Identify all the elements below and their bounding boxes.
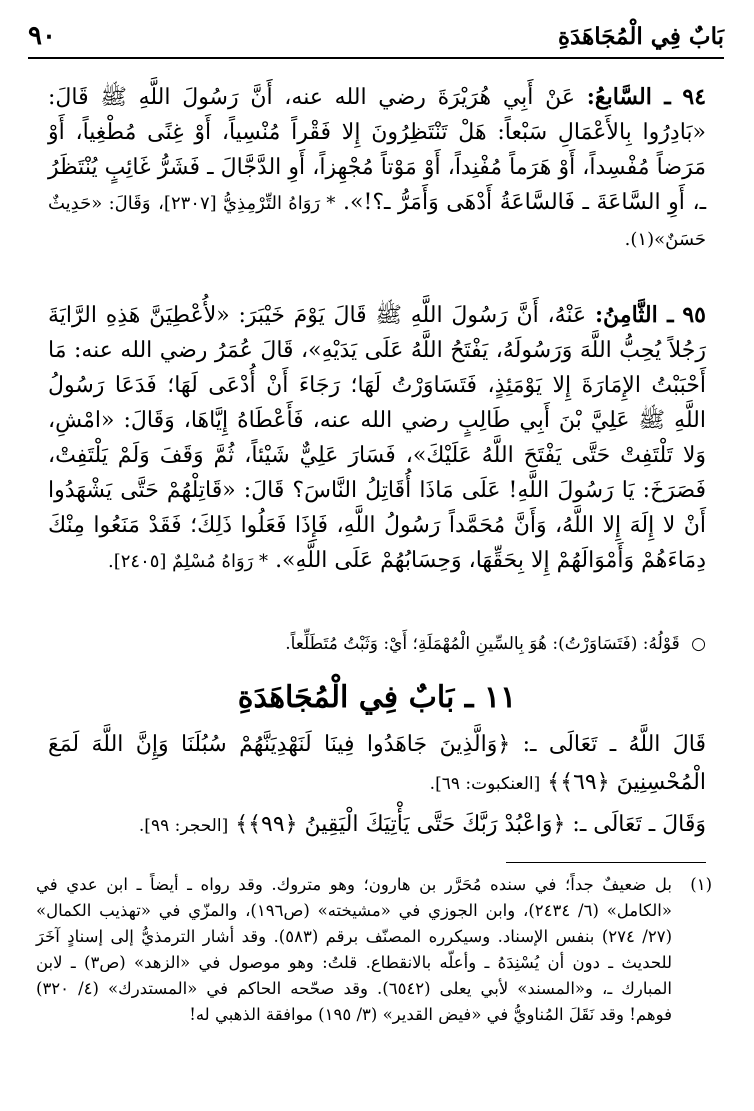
quran-intro: قَالَ اللَّهُ ـ تَعَالَى ـ: — [522, 732, 706, 757]
hadith-number: ٩٥ — [682, 302, 706, 328]
footnote-divider — [506, 862, 706, 863]
page-number: ٩٠ — [28, 21, 56, 51]
chapter-title: ١١ ـ بَابٌ فِي الْمُجَاهَدَةِ — [237, 680, 517, 715]
footnote-text: بل ضعيفٌ جداً؛ في سنده مُحَرَّر بن هارون؛ وهو متروك. وقد رواه ـ أيضاً ـ ابن عدي في «الكامل» (٦/ ٢٤٣٤)، وابن الجوزي في «مشيخته» (ص١٩٦)، والمزّي في «تهذيب الكمال» (٢٧/ ٢٧٤) بنفس الإسناد. وسيكرره المصنّف برقم (٥٨٣). وقد أشار الترمذيُّ إلى إسنادٍ آخَرَ للحديث ـ دون أن يُسْنِدَهُ ـ وأعلّه بالانقطاع. قلتُ: وهو موصول في «الزهد» (ص٣) ـ لابن المبارك ـ، و«المسند» لأبي يعلى (٦٥٤٢). وقد صحّحه الحاكم في «المستدرك» (٤/ ٣٢٠) فوهم! وقد نَقَلَ المُناويُّ في «فيض القدير» (٣/ ١٩٥) موافقة الذهبي له! — [36, 875, 673, 1024]
hadith-heading: ـ السَّابعُ: — [586, 84, 671, 110]
header-divider — [28, 57, 724, 59]
hadith-source: * رَوَاهُ مُسْلِمٌ [٢٤٠٥]. — [107, 551, 269, 572]
running-title: بَابٌ فِي الْمُجَاهَدَةِ — [557, 22, 724, 50]
hadith-number: ٩٤ — [682, 84, 707, 110]
page-header — [28, 18, 724, 54]
explanation-text: قَوْلُهُ: (فَتَسَاوَرْتُ): هُوَ بِالسِّينِ الْمُهْمَلَةِ؛ أَيْ: وَثَبْتُ مُتَطَلِّعاً. — [285, 634, 680, 654]
hadith-grading: وَقَالَ: «حَدِيثٌ حَسَنٌ»(١). — [48, 193, 706, 250]
hadith-text: عَنْ أَبِي هُرَيْرَةَ رضي الله عنه، أَنَّ رَسُولَ اللَّهِ ﷺ قَالَ: «بَادِرُوا بِالأَعْمَالِ سَبْعاً: هَلْ تَنْتَظِرُونَ إِلا فَقْراً مُنْسِياً، أَوْ غِنًى مُطْغِياً، أَوْ مَرَضاً مُفْسِداً، أَوْ هَرَماً مُفْنِداً، أَوْ مَوْتاً مُجْهِزاً، أَوِ الدَّجَّالَ ـ فَشَرُّ غَائِبٍ يُنْتَظَرُ ـ، أَوِ السَّاعَةَ ـ فَالسَّاعَةُ أَدْهَى وَأَمَرُّ ـ؟!». — [48, 85, 707, 215]
hadith-95 — [48, 298, 706, 579]
quran-reference: [العنكبوت: ٦٩]. — [429, 774, 541, 794]
quran-verse: ﴿وَاعْبُدْ رَبَّكَ حَتَّى يَأْتِيَكَ الْيَقِينُ ﴿٩٩﴾﴾ — [235, 812, 566, 837]
quran-quote-2 — [48, 806, 706, 845]
hadith-source: * رَوَاهُ التِّرْمِذِيُّ [٢٣٠٧]، — [158, 193, 336, 214]
footnote — [36, 872, 712, 1028]
footnote-marker: (١) — [690, 875, 712, 894]
word-explanation — [48, 630, 706, 658]
quran-intro: وَقَالَ ـ تَعَالَى ـ: — [572, 812, 706, 837]
quran-verse: ﴿وَالَّذِينَ جَاهَدُوا فِينَا لَنَهْدِيَنَّهُمْ سُبُلَنَا وَإِنَّ اللَّهَ لَمَعَ الْمُحْسِنِينَ ﴿٦٩﴾﴾ — [48, 732, 706, 795]
hadith-text: عَنْهُ، أَنَّ رَسُولَ اللَّهِ ﷺ قَالَ يَوْمَ خَيْبَرَ: «لأُعْطِيَنَّ هَذِهِ الرَّايَةَ رَجُلاً يُحِبُّ اللَّهَ وَرَسُولَهُ، يَفْتَحُ اللَّهُ عَلَى يَدَيْهِ»، قَالَ عُمَرُ رضي الله عنه: مَا أَحْبَبْتُ الإِمَارَةَ إِلا يَوْمَئِذٍ، فَتَسَاوَرْتُ لَهَا؛ رَجَاءَ أَنْ أُدْعَى لَهَا؛ فَدَعَا رَسُولُ اللَّهِ ﷺ عَلِيَّ بْنَ أَبِي طَالِبٍ رضي الله عنه، فَأَعْطَاهُ إِيَّاهَا، وَقَالَ: «امْشِ، وَلا تَلْتَفِتْ حَتَّى يَفْتَحَ اللَّهُ عَلَيْكَ»، فَسَارَ عَلِيٌّ شَيْئاً، ثُمَّ وَقَفَ وَلَمْ يَلْتَفِتْ، فَصَرَخَ: يَا رَسُولَ اللَّهِ! عَلَى مَاذَا أُقَاتِلُ النَّاسَ؟ قَالَ: «قَاتِلْهُمْ حَتَّى يَشْهَدُوا أَنْ لا إِلَهَ إِلا اللَّهُ، وَأَنَّ مُحَمَّداً رَسُولُ اللَّهِ، فَإِذَا فَعَلُوا ذَلِكَ؛ فَقَدْ مَنَعُوا مِنْكَ دِمَاءَهُمْ وَأَمْوَالَهُمْ إِلا بِحَقِّهَا، وَحِسَابُهُمْ عَلَى اللَّهِ». — [48, 303, 706, 573]
hadith-94 — [48, 80, 706, 257]
quran-quote-1 — [48, 726, 706, 803]
circle-bullet-icon: ○ — [691, 634, 706, 654]
hadith-heading: ـ الثَّامِنُ: — [594, 302, 674, 328]
quran-reference: [الحجر: ٩٩]. — [138, 816, 229, 836]
